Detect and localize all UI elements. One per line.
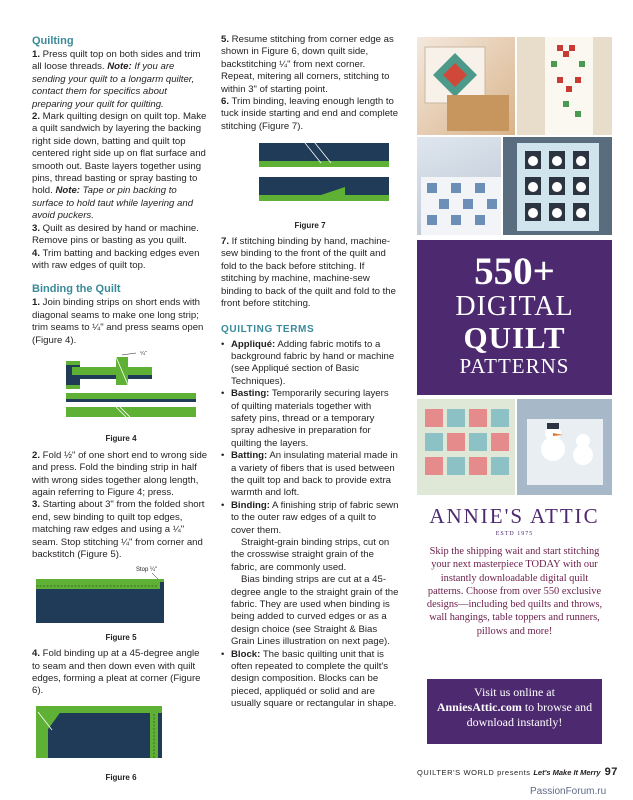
quilting-step-4: 4. Trim batting and backing edges even with raw edges of quilt top. <box>32 247 200 271</box>
terms-heading: QUILTING TERMS <box>221 323 315 335</box>
figure-5-label: Stop ¼" <box>136 567 158 574</box>
binding-paragraph-2: Bias binding strips are cut at a 45-degree angle to the straight grain of the fabric. They are used when binding is being added to curved edges or as a design choice (see Straight & Bias Grain Lines illustration on next page). <box>231 574 399 648</box>
list-item: • Block: The basic quilting unit that is often repeated to complete the quilt's design composition. Blocks can be pieced, appliquéd or solid and are usually square or rectangular in shape. <box>221 649 399 711</box>
promo-patterns: PATTERNS <box>459 354 570 378</box>
visit-website[interactable]: AnniesAttic.com <box>436 700 522 714</box>
figure-5-caption: Figure 5 <box>105 632 137 642</box>
watermark: PassionForum.ru <box>530 786 607 797</box>
binding-step-7: 7. If stitching binding by hand, machine-sew binding to the front of the quilt and fold to the back before stitching. If stitching by machine, machine-sew binding to back of the quilt and fold to the front before stitching. <box>221 236 396 310</box>
figure-4-diagram <box>32 351 210 427</box>
visit-suffix: to browse and download instantly! <box>466 700 593 729</box>
page-footer <box>417 766 618 778</box>
promo-banner <box>417 240 612 395</box>
binding-paragraph-1: Straight-grain binding strips, cut on the crosswise straight grain of the fabric, are commonly used. <box>231 537 390 573</box>
figure-7-caption: Figure 7 <box>294 220 326 230</box>
page-number: 97 <box>604 766 618 778</box>
pillows-photo <box>417 37 515 135</box>
quilting-step-2: 2. Mark quilting design on quilt top. Make a quilt sandwich by layering the backing right side down, batting and quilt top centered right side up on flat surface and smooth out. Baste layers together using pins, thread basting or spray basting to hold. Note: Tape or pin backing to surface to hold taut while layering and avoid puckers. <box>32 111 207 222</box>
advertisement <box>417 37 612 744</box>
block-quilt-image <box>417 399 515 495</box>
figure-6-caption: Figure 6 <box>105 773 137 783</box>
middle-column <box>221 34 399 711</box>
quilting-heading: Quilting <box>32 35 74 47</box>
brand-logo: ANNIE'S ATTIC <box>429 504 600 528</box>
binding-step-3: 3. Starting about 3" from the folded short end, sew binding to quilt top edges, matching raw edges and using a ¼" seam. Stop stitching ¼" from corner and backstitch (Figure 5). <box>32 499 205 560</box>
figure-4-caption: Figure 4 <box>105 434 137 444</box>
table-runner-photo <box>517 37 612 135</box>
bed-quilt-image <box>417 137 501 235</box>
penguin-quilt-image <box>503 137 612 235</box>
list-item: • Basting: Temporarily securing layers of quilting materials together with safety pins, thread or a temporary spray adhesive in preparation for quilting the layers. <box>221 388 399 450</box>
footer-publication: QUILTER'S WORLD presents <box>417 768 534 777</box>
figure-4-label: ¼" <box>140 350 148 357</box>
figure-6 <box>32 702 210 785</box>
promo-count: 550+ <box>474 250 555 293</box>
binding-step-6: 6. Trim binding, leaving enough length to tuck inside starting and end and complete stitching (Figure 7). <box>221 96 399 132</box>
footer-magazine: Let's Make It Merry <box>533 768 601 777</box>
figure-6-diagram <box>32 702 210 766</box>
table-runner-image <box>517 37 612 135</box>
binding-step-5: 5. Resume stitching from corner edge as shown in Figure 6, down quilt side, backstitching ¼" from next corner. Repeat, mitering all corners, stitching to within 3" of starting point. <box>221 34 394 95</box>
brand-estd: ESTD 1975 <box>495 531 534 537</box>
figure-4 <box>32 351 210 446</box>
quilting-step-1: 1. Press quilt top on both sides and trim all loose threads. Note: If you are sending your quilt to a longarm quilter, contact them for specifics about preparing your quilt for quilting. <box>32 49 201 110</box>
figure-5-diagram <box>32 565 210 625</box>
list-item: • Binding: A finishing strip of fabric sewn to the outer raw edges of a quilt to cover them. Straight-grain binding strips, cut on the crosswise straight grain of the fabric, are commonly used. Bias binding strips are cut at a 45-degree angle to the straight grain of the fabric. They are used when binding is being added to curved edges or as a design choice (see Straight & Bias Grain Lines illustration on next page). <box>221 500 399 649</box>
snowman-runner-photo <box>517 399 612 495</box>
penguin-quilt-photo <box>503 137 612 235</box>
promo-quilt: QUILT <box>463 320 566 355</box>
block-quilt-photo <box>417 399 515 495</box>
figure-7 <box>221 137 399 232</box>
snowman-runner-image <box>517 399 612 495</box>
visit-prefix: Visit us online at <box>474 685 555 699</box>
binding-step-1: 1. Join binding strips on short ends with diagonal seams to make one long strip; trim seams to ¼" and press seams open (Figure 4). <box>32 297 204 346</box>
annies-attic-block <box>417 503 612 638</box>
ad-blurb: Skip the shipping wait and start stitching your next masterpiece TODAY with our instantly downloadable digital quilt patterns. Choose from over 550 exclusive designs—including bed quilts and throws, wall hangings, table toppers and runners, pillows and more! <box>426 546 603 637</box>
list-item: • Batting: An insulating material made in a variety of fibers that is used between the quilt top and back to provide extra warmth and loft. <box>221 450 399 500</box>
list-item: • Appliqué: Adding fabric motifs to a background fabric by hand or machine (see Appliqué section of Basic Techniques). <box>221 339 399 389</box>
binding-step-2: 2. Fold ½" of one short end to wrong side and press. Fold the binding strip in half with wrong sides together along length, again referring to Figure 4; press. <box>32 449 208 498</box>
promo-digital: DIGITAL <box>455 291 574 322</box>
quilting-step-3: 3. Quilt as desired by hand or machine. Remove pins or basting as you quilt. <box>32 222 199 247</box>
binding-heading: Binding the Quilt <box>32 283 121 296</box>
binding-step-4: 4. Fold binding up at a 45-degree angle to seam and then down even with quilt edges, forming a pleat at corner (Figure 6). <box>32 648 201 697</box>
figure-7-diagram <box>221 137 399 213</box>
left-column <box>32 34 210 789</box>
pillows-image <box>417 37 515 135</box>
visit-box <box>427 679 602 744</box>
bed-quilt-photo <box>417 137 501 235</box>
terms-list <box>221 339 399 711</box>
figure-5 <box>32 565 210 644</box>
